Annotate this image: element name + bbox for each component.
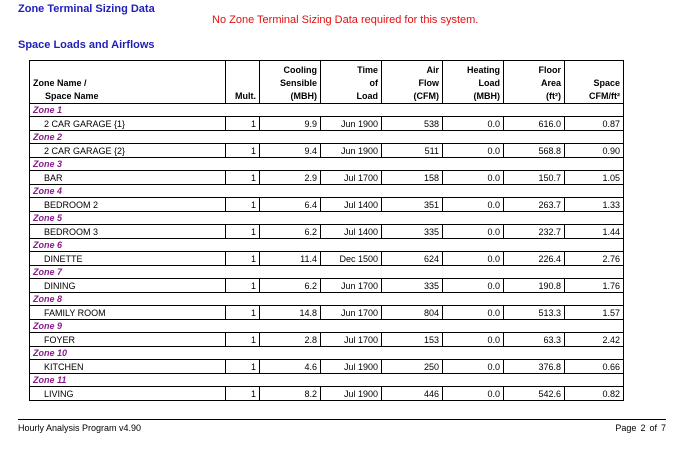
notice-text: No Zone Terminal Sizing Data required for this system. <box>212 14 479 26</box>
cell-time: Jun 1900 <box>321 117 382 131</box>
space-name: FAMILY ROOM <box>30 306 226 320</box>
cell-cool: 6.4 <box>260 198 321 212</box>
cell-time: Jul 1900 <box>321 387 382 401</box>
cell-cool: 9.9 <box>260 117 321 131</box>
zone-label: Zone 3 <box>30 158 226 171</box>
cell-heat: 0.0 <box>443 360 504 374</box>
cell-cool: 6.2 <box>260 279 321 293</box>
cell-heat: 0.0 <box>443 306 504 320</box>
cell-time: Jul 1700 <box>321 171 382 185</box>
table-row <box>30 387 624 401</box>
cell-cool: 4.6 <box>260 360 321 374</box>
footer-divider <box>18 419 666 420</box>
cell-cfm: 2.42 <box>565 333 624 347</box>
zone-label: Zone 7 <box>30 266 226 279</box>
table-row <box>30 333 624 347</box>
cell-air: 158 <box>382 171 443 185</box>
cell-time: Jul 1400 <box>321 225 382 239</box>
space-name: BAR <box>30 171 226 185</box>
cell-heat: 0.0 <box>443 171 504 185</box>
table-row <box>30 171 624 185</box>
zone-label: Zone 1 <box>30 104 226 117</box>
zone-label: Zone 4 <box>30 185 226 198</box>
zone-header-row <box>30 320 624 333</box>
cell-mult: 1 <box>226 387 260 401</box>
cell-area: 376.8 <box>504 360 565 374</box>
cell-area: 150.7 <box>504 171 565 185</box>
zone-label: Zone 10 <box>30 347 226 360</box>
cell-mult: 1 <box>226 333 260 347</box>
cell-area: 63.3 <box>504 333 565 347</box>
zone-label: Zone 5 <box>30 212 226 225</box>
cell-air: 153 <box>382 333 443 347</box>
cell-time: Jun 1700 <box>321 279 382 293</box>
table-row <box>30 360 624 374</box>
cell-cool: 14.8 <box>260 306 321 320</box>
zone-header-row <box>30 158 624 171</box>
cell-cfm: 0.90 <box>565 144 624 158</box>
space-loads-table <box>29 60 624 401</box>
col-header-heating: Heating Load (MBH) <box>443 61 504 104</box>
cell-air: 335 <box>382 225 443 239</box>
zone-label: Zone 11 <box>30 374 226 387</box>
cell-cool: 2.8 <box>260 333 321 347</box>
cell-area: 616.0 <box>504 117 565 131</box>
table-row <box>30 144 624 158</box>
cell-mult: 1 <box>226 252 260 266</box>
table-row <box>30 225 624 239</box>
header-row <box>30 61 624 104</box>
cell-cool: 11.4 <box>260 252 321 266</box>
cell-area: 542.6 <box>504 387 565 401</box>
cell-area: 263.7 <box>504 198 565 212</box>
page-indicator: Page 2 of 7 <box>615 423 666 433</box>
cell-heat: 0.0 <box>443 144 504 158</box>
cell-air: 446 <box>382 387 443 401</box>
space-name: BEDROOM 2 <box>30 198 226 212</box>
cell-mult: 1 <box>226 306 260 320</box>
cell-time: Jul 1900 <box>321 360 382 374</box>
zone-header-row <box>30 266 624 279</box>
cell-cool: 2.9 <box>260 171 321 185</box>
col-header-airflow: Air Flow (CFM) <box>382 61 443 104</box>
cell-time: Jul 1700 <box>321 333 382 347</box>
zone-header-row <box>30 347 624 360</box>
cell-cfm: 1.33 <box>565 198 624 212</box>
cell-heat: 0.0 <box>443 333 504 347</box>
zone-label: Zone 9 <box>30 320 226 333</box>
cell-time: Jul 1400 <box>321 198 382 212</box>
zone-label: Zone 2 <box>30 131 226 144</box>
cell-time: Jun 1900 <box>321 144 382 158</box>
col-header-time: Time of Load <box>321 61 382 104</box>
zone-header-row <box>30 131 624 144</box>
space-name: 2 CAR GARAGE {2} <box>30 144 226 158</box>
cell-cfm: 1.76 <box>565 279 624 293</box>
table-row <box>30 306 624 320</box>
cell-cfm: 1.57 <box>565 306 624 320</box>
cell-time: Jun 1700 <box>321 306 382 320</box>
cell-area: 232.7 <box>504 225 565 239</box>
col-header-cooling: Cooling Sensible (MBH) <box>260 61 321 104</box>
cell-air: 335 <box>382 279 443 293</box>
cell-cfm: 0.66 <box>565 360 624 374</box>
page-title: Zone Terminal Sizing Data <box>18 3 155 15</box>
cell-cfm: 1.05 <box>565 171 624 185</box>
zone-header-row <box>30 212 624 225</box>
cell-cfm: 1.44 <box>565 225 624 239</box>
space-name: DINING <box>30 279 226 293</box>
zone-header-row <box>30 374 624 387</box>
space-name: LIVING <box>30 387 226 401</box>
cell-heat: 0.0 <box>443 117 504 131</box>
table-row <box>30 198 624 212</box>
cell-cfm: 0.82 <box>565 387 624 401</box>
cell-mult: 1 <box>226 198 260 212</box>
table-row <box>30 279 624 293</box>
space-name: 2 CAR GARAGE {1} <box>30 117 226 131</box>
space-name: BEDROOM 3 <box>30 225 226 239</box>
cell-area: 568.8 <box>504 144 565 158</box>
cell-cfm: 2.76 <box>565 252 624 266</box>
cell-area: 513.3 <box>504 306 565 320</box>
cell-air: 538 <box>382 117 443 131</box>
col-header-name: Zone Name / Space Name <box>30 61 226 104</box>
zone-header-row <box>30 239 624 252</box>
space-name: DINETTE <box>30 252 226 266</box>
zone-label: Zone 6 <box>30 239 226 252</box>
col-header-area: Floor Area (ft²) <box>504 61 565 104</box>
cell-heat: 0.0 <box>443 225 504 239</box>
cell-mult: 1 <box>226 279 260 293</box>
cell-air: 250 <box>382 360 443 374</box>
cell-time: Dec 1500 <box>321 252 382 266</box>
cell-mult: 1 <box>226 171 260 185</box>
section-title: Space Loads and Airflows <box>18 39 155 51</box>
zone-header-row <box>30 185 624 198</box>
cell-air: 511 <box>382 144 443 158</box>
cell-air: 804 <box>382 306 443 320</box>
program-name: Hourly Analysis Program v4.90 <box>18 423 142 433</box>
space-name: KITCHEN <box>30 360 226 374</box>
cell-area: 226.4 <box>504 252 565 266</box>
cell-heat: 0.0 <box>443 279 504 293</box>
table-body <box>30 104 624 401</box>
cell-heat: 0.0 <box>443 387 504 401</box>
col-header-mult: Mult. <box>226 61 260 104</box>
cell-cfm: 0.87 <box>565 117 624 131</box>
cell-mult: 1 <box>226 117 260 131</box>
cell-cool: 8.2 <box>260 387 321 401</box>
table-row <box>30 117 624 131</box>
cell-cool: 9.4 <box>260 144 321 158</box>
cell-mult: 1 <box>226 360 260 374</box>
cell-heat: 0.0 <box>443 252 504 266</box>
cell-air: 351 <box>382 198 443 212</box>
space-name: FOYER <box>30 333 226 347</box>
zone-header-row <box>30 104 624 117</box>
col-header-space-cfm: Space CFM/ft² <box>565 61 624 104</box>
cell-cool: 6.2 <box>260 225 321 239</box>
cell-area: 190.8 <box>504 279 565 293</box>
cell-mult: 1 <box>226 144 260 158</box>
table-row <box>30 252 624 266</box>
cell-mult: 1 <box>226 225 260 239</box>
cell-air: 624 <box>382 252 443 266</box>
zone-label: Zone 8 <box>30 293 226 306</box>
cell-heat: 0.0 <box>443 198 504 212</box>
zone-header-row <box>30 293 624 306</box>
